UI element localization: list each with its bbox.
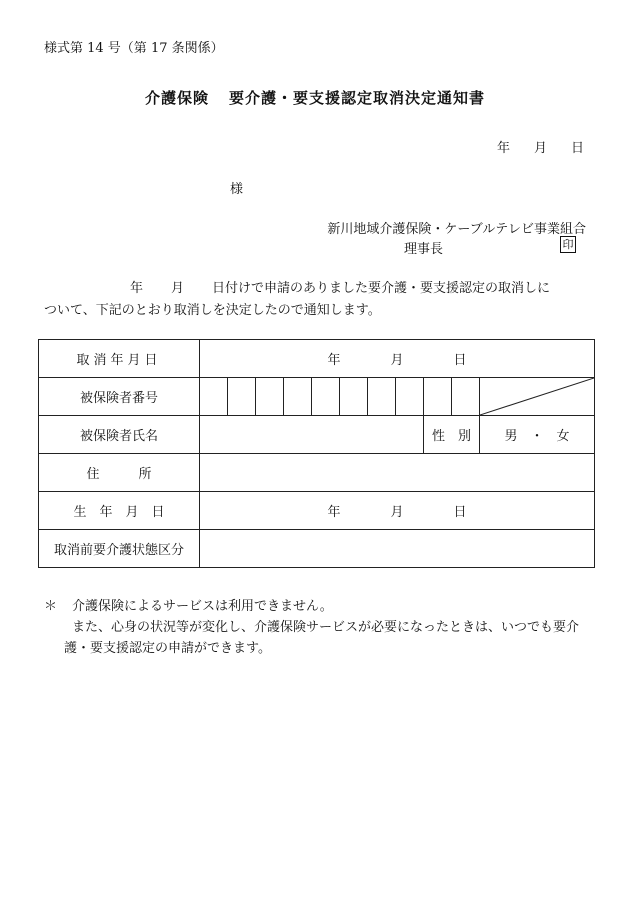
issue-date [497,137,584,156]
note-line2: また、心身の状況等が変化し、介護保険サービスが必要になったときは、いつでも要介護・要支援認定の申請ができます。 [64,620,580,656]
body-text2: ついて、下記のとおり取消しを決定したので通知します。 [44,303,381,318]
insured-name-label: 被保険者氏名 [39,416,200,454]
address-label: 住 所 [39,454,200,492]
insured-number-void-cell [480,378,595,416]
note [44,596,592,659]
title-part2: 要介護・要支援認定取消決定通知書 [229,89,486,107]
row-birth-date [39,492,595,530]
document-title [0,87,630,108]
issuer-title: 理事長 [404,242,444,257]
cancel-date-label: 取消年月日 [39,340,200,378]
note-line1: ＊ 介護保険によるサービスは利用できません。 [44,596,592,617]
prev-care-level-label: 取消前要介護状態区分 [39,530,200,568]
insured-number-digit[interactable] [228,378,256,416]
diagonal-line [480,378,594,415]
issuer-organization: 新川地域介護保険・ケーブルテレビ事業組合 [327,222,586,237]
insured-name-value[interactable] [200,416,424,454]
issue-date-month: 月 [533,141,547,156]
insured-number-digit[interactable] [200,378,228,416]
prev-care-level-value[interactable] [200,530,595,568]
gender-options[interactable]: 男 ・ 女 [480,416,595,454]
issue-date-year: 年 [496,141,510,156]
insured-number-digit[interactable] [256,378,284,416]
cancel-date-value[interactable]: 年 月 日 [200,340,595,378]
body-year: 年 [130,281,144,296]
addressee-suffix: 様 [230,182,244,197]
insured-number-digit[interactable] [312,378,340,416]
address-value[interactable] [200,454,595,492]
title-part1: 介護保険 [144,89,209,107]
row-insured-name [39,416,595,454]
insured-number-digit[interactable] [284,378,312,416]
asterisk-mark: ＊ [44,599,58,614]
row-prev-care-level [39,530,595,568]
insured-number-digit[interactable] [368,378,396,416]
insured-number-digit[interactable] [424,378,452,416]
form-number: 様式第 14 号（第 17 条関係） [44,41,224,56]
body-month: 月 [171,281,185,296]
insured-number-digit[interactable] [452,378,480,416]
row-address [39,454,595,492]
insured-number-digit[interactable] [340,378,368,416]
insured-number-label: 被保険者番号 [39,378,200,416]
details-table [38,339,595,568]
body-text1: 付けで申請のありました要介護・要支援認定の取消しに [225,281,551,296]
birth-date-label: 生 年 月 日 [39,492,200,530]
seal-mark: 印 [560,236,576,253]
body-day: 日 [212,281,226,296]
birth-date-value[interactable]: 年 月 日 [200,492,595,530]
gender-label: 性 別 [424,416,480,454]
row-cancel-date [39,340,595,378]
insured-number-digit[interactable] [396,378,424,416]
notice-body [44,278,589,322]
issue-date-day: 日 [570,141,584,156]
row-insured-number [39,378,595,416]
